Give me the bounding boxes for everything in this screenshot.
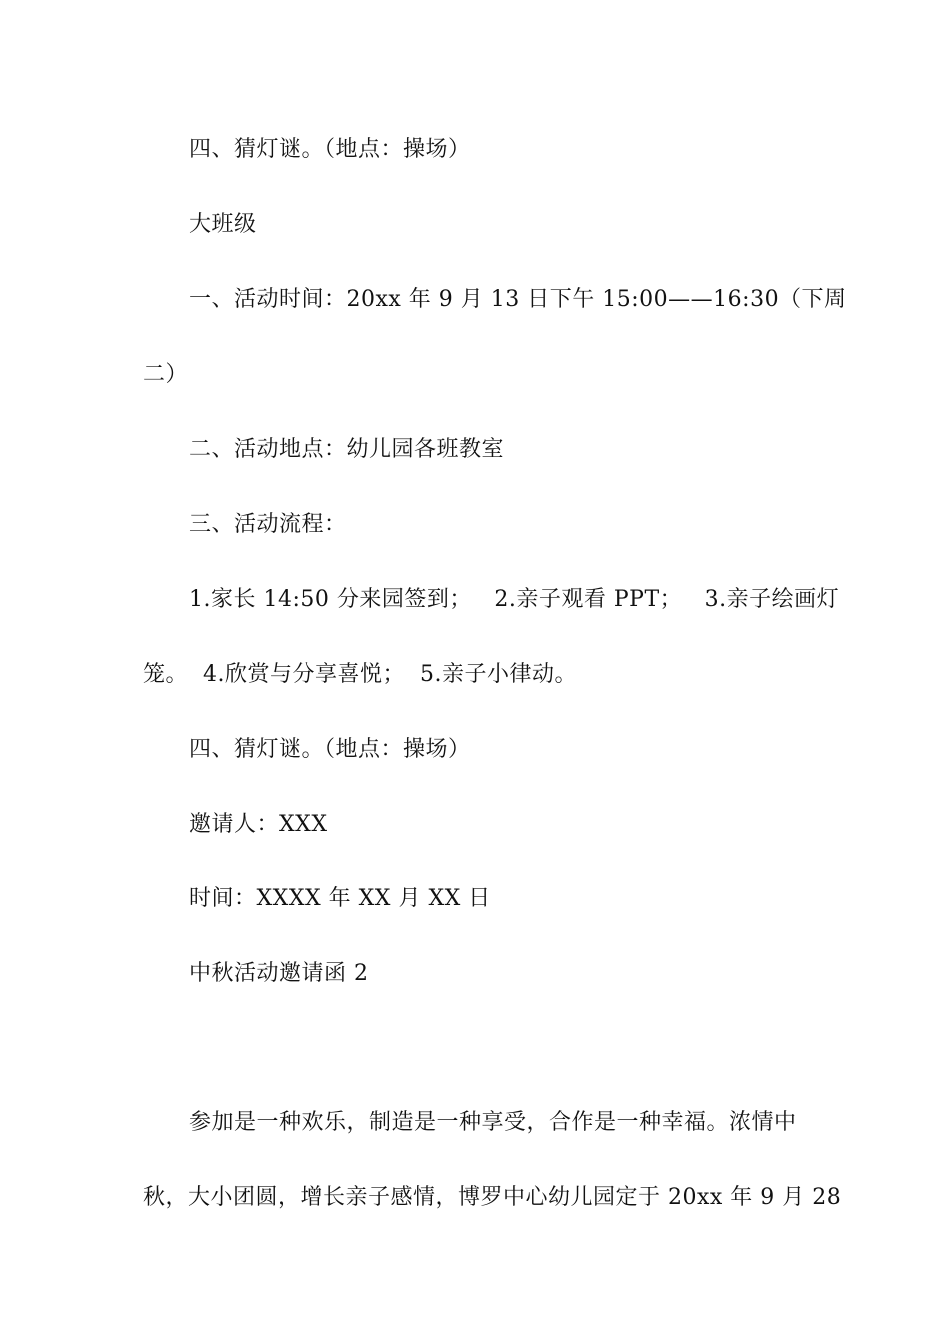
- paragraph-line: 二）: [143, 362, 189, 387]
- paragraph-line: 1.家长 14:50 分来园签到； 2.亲子观看 PPT； 3.亲子绘画灯: [189, 587, 840, 612]
- section-heading: 中秋活动邀请函 2: [189, 961, 369, 986]
- paragraph-line: 四、猜灯谜。（地点：操场）: [189, 137, 471, 162]
- paragraph-line: 二、活动地点：幼儿园各班教室: [189, 437, 505, 462]
- paragraph-line: 笼。 4.欣赏与分享喜悦； 5.亲子小律动。: [143, 662, 577, 687]
- paragraph-line: 三、活动流程：: [189, 512, 347, 537]
- paragraph-line: 四、猜灯谜。（地点：操场）: [189, 737, 471, 762]
- paragraph-line: 时间：XXXX 年 XX 月 XX 日: [189, 886, 491, 911]
- paragraph-line: 一、活动时间：20xx 年 9 月 13 日下午 15:00——16:30（下周: [189, 287, 847, 312]
- paragraph-line: 邀请人：XXX: [189, 812, 328, 837]
- paragraph-line: 参加是一种欢乐，制造是一种享受，合作是一种幸福。浓情中: [189, 1110, 797, 1135]
- paragraph-line: 大班级: [189, 212, 257, 237]
- paragraph-line: 秋，大小团圆，增长亲子感情，博罗中心幼儿园定于 20xx 年 9 月 28: [143, 1185, 842, 1210]
